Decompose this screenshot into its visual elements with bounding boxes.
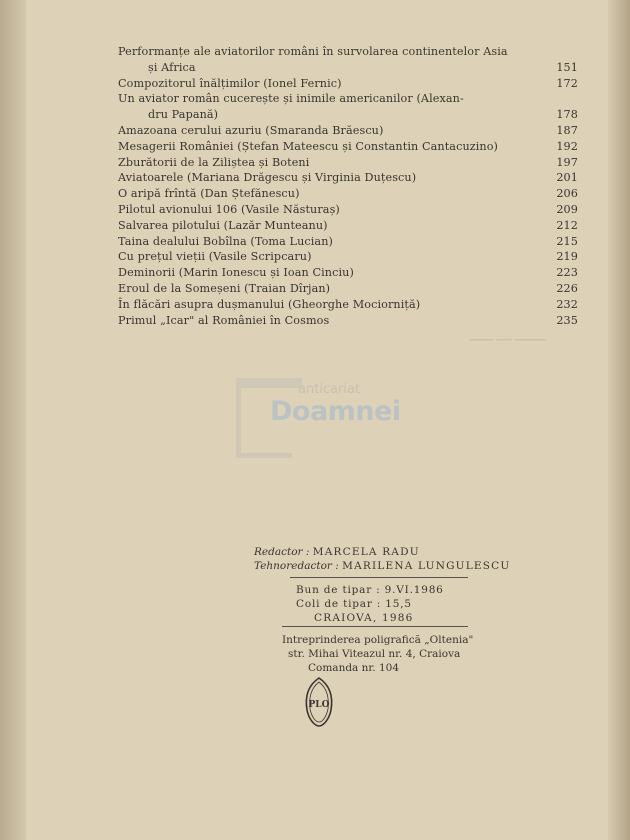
toc-entry	[118, 297, 578, 313]
toc-entry-title: Cu prețul vieții (Vasile Scripcaru)	[118, 250, 312, 264]
toc-entry-page-number: 232	[556, 297, 578, 311]
toc-entry-page-number: 215	[556, 234, 578, 248]
toc-entry-title: Salvarea pilotului (Lazăr Munteanu)	[118, 218, 328, 232]
redactor-name: MARCELA RADU	[312, 546, 420, 558]
toc-entry	[118, 202, 578, 218]
toc-entry	[118, 265, 578, 281]
toc-entry	[118, 281, 578, 297]
toc-entry-page-number: 212	[556, 218, 578, 232]
redactor-line	[254, 545, 510, 559]
toc-entry-page-number: 192	[556, 139, 578, 153]
coli-de-tipar: Coli de tipar : 15,5	[296, 598, 412, 610]
toc-entry-title: O aripă frîntă (Dan Ștefănescu)	[118, 187, 300, 201]
toc-entry-page-number: 197	[556, 155, 578, 169]
watermark	[236, 378, 406, 460]
toc-entry-title: Deminorii (Marin Ionescu și Ioan Cinciu)	[118, 266, 354, 280]
toc-entry	[118, 186, 578, 202]
toc-entry-title: Pilotul avionului 106 (Vasile Năsturaș)	[118, 202, 340, 216]
printer-logo-icon	[299, 676, 339, 728]
toc-entry-page-number: 209	[556, 202, 578, 216]
toc-entry-page-number: 226	[556, 281, 578, 295]
toc-entry-page-number: 151	[556, 60, 578, 74]
toc-entry	[118, 218, 578, 234]
toc-entry-page-number: 178	[556, 108, 578, 122]
toc-entry-page-number: 235	[556, 313, 578, 327]
printer-name: Intreprinderea poligrafică „Oltenia"	[282, 634, 474, 646]
bun-de-tipar: Bun de tipar : 9.VI.1986	[296, 584, 444, 596]
credits-block	[254, 545, 510, 573]
show-through-text: ▁▁▁ ▁▁ ▁▁▁▁	[470, 330, 546, 341]
printer-logo-text: PLO	[308, 700, 330, 710]
toc-entry-title-continuation: și Africa	[148, 60, 196, 74]
imprint-city-year: CRAIOVA, 1986	[314, 612, 414, 624]
tehnoredactor-name: MARILENA LUNGULESCU	[342, 560, 511, 572]
table-of-contents	[118, 44, 578, 328]
toc-entry-page-number: 187	[556, 123, 578, 137]
toc-entry	[118, 123, 578, 139]
toc-entry	[118, 44, 578, 76]
toc-entry-page-number: 219	[556, 250, 578, 264]
toc-entry-title: Compozitorul înălțimilor (Ionel Fernic)	[118, 76, 342, 90]
toc-entry-page-number: 223	[556, 266, 578, 280]
toc-entry-page-number: 172	[556, 76, 578, 90]
toc-entry	[118, 91, 578, 123]
toc-entry-title: Zburătorii de la Ziliștea și Boteni	[118, 155, 310, 169]
toc-entry	[118, 170, 578, 186]
toc-entry-page-number: 206	[556, 187, 578, 201]
toc-entry-title: Amazoana cerului azuriu (Smaranda Brăescu)	[118, 123, 384, 137]
toc-entry-title: Taina dealului Bobîlna (Toma Lucian)	[118, 234, 333, 248]
tehnoredactor-label: Tehnoredactor :	[254, 560, 339, 572]
toc-entry-title: Aviatoarele (Mariana Drăgescu și Virginia Duțescu)	[118, 171, 417, 185]
toc-entry	[118, 313, 578, 329]
imprint-block	[296, 583, 444, 625]
toc-entry	[118, 76, 578, 92]
printer-address: str. Mihai Viteazul nr. 4, Craiova	[288, 648, 461, 660]
credits-rule	[290, 577, 468, 578]
toc-entry	[118, 155, 578, 171]
toc-entry-title: Mesagerii României (Ștefan Mateescu și Constantin Cantacuzino)	[118, 139, 499, 153]
toc-entry-title: În flăcări asupra dușmanului (Gheorghe Mociorniță)	[118, 297, 421, 311]
tehnoredactor-line	[254, 559, 510, 573]
printer-block	[282, 633, 473, 675]
redactor-label: Redactor :	[254, 546, 310, 558]
toc-entry	[118, 234, 578, 250]
toc-entry	[118, 139, 578, 155]
toc-entry-title-continuation: dru Papană)	[148, 108, 219, 122]
toc-entry-page-number: 201	[556, 171, 578, 185]
watermark-big-text: Doamnei	[270, 396, 401, 427]
page-left-edge	[0, 0, 26, 840]
toc-entry	[118, 249, 578, 265]
imprint-rule	[282, 626, 468, 627]
toc-entry-title: Primul „Icar" al României în Cosmos	[118, 313, 330, 327]
toc-entry-title: Performanțe ale aviatorilor români în survolarea continentelor Asia	[118, 45, 508, 58]
page-right-edge	[608, 0, 630, 840]
printer-order: Comanda nr. 104	[308, 662, 399, 674]
watermark-small-text: anticariat	[298, 382, 361, 397]
toc-entry-title: Eroul de la Someșeni (Traian Dîrjan)	[118, 281, 331, 295]
toc-entry-title: Un aviator român cucerește și inimile americanilor (Alexan-	[118, 92, 464, 106]
